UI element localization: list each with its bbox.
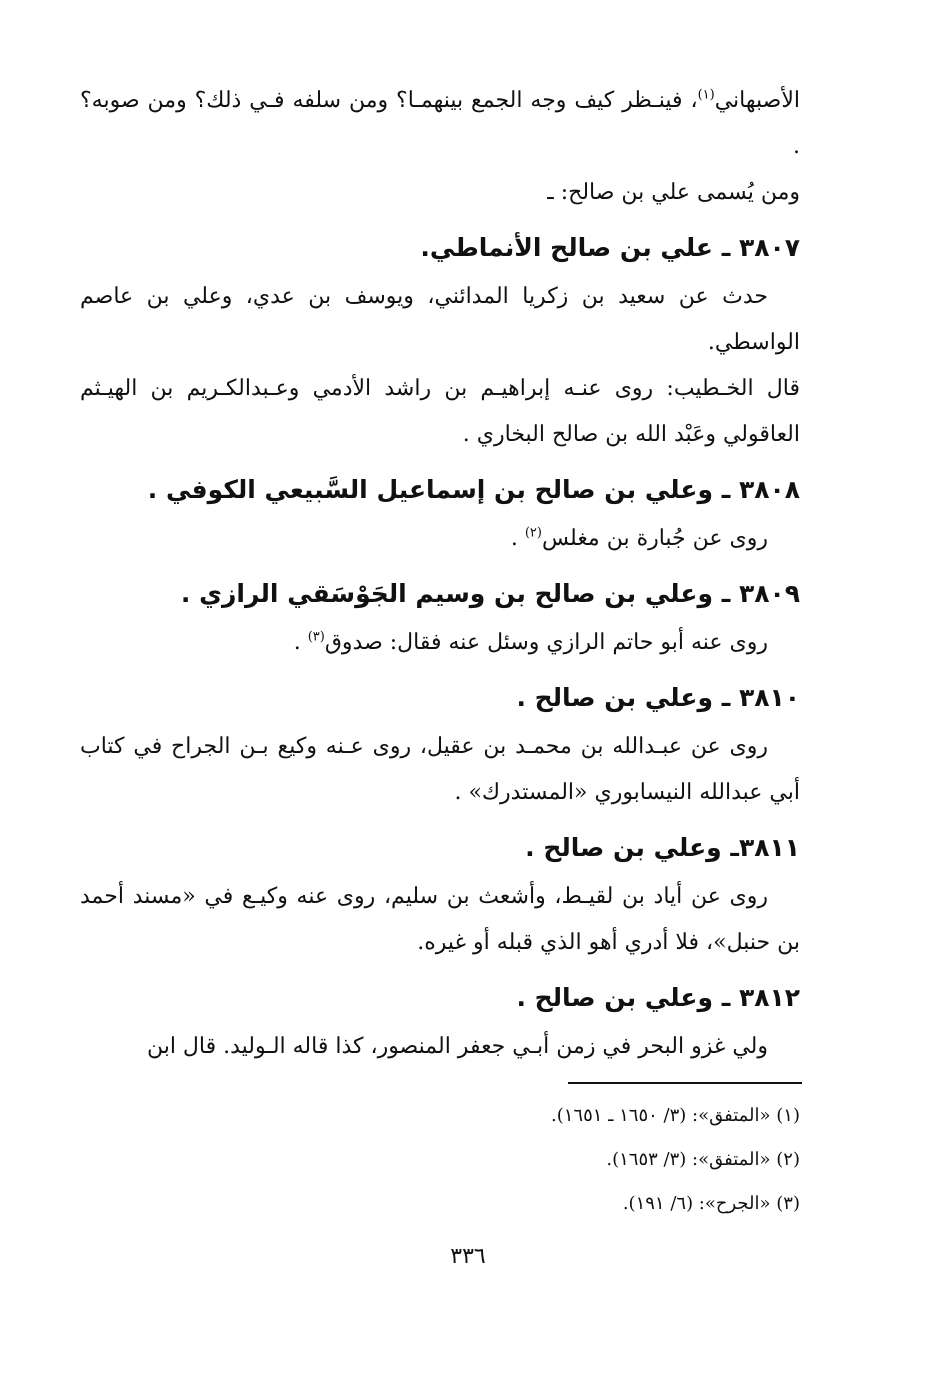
text-segment: الأصبهاني xyxy=(714,88,800,113)
entry-text: قال الخـطيب: روى عنـه إبراهيـم بن راشد الأدمي وعـبدالكـريم بن الهيـثم العاقولي وعَبْد الله بن صالح البخاري . xyxy=(80,376,800,447)
entry-heading-3810: ٣٨١٠ ـ وعلي بن صالح . xyxy=(516,683,800,712)
entry-text: روى عن عبـدالله بن محمـد بن عقيل، روى عـنه وكيع بـن الجراح في كتاب أبي عبدالله النيسابوري «المستدرك» . xyxy=(80,734,800,805)
paragraph-subheading: ومن يُسمى علي بن صالح: ـ xyxy=(547,180,800,205)
entry-heading-3812: ٣٨١٢ ـ وعلي بن صالح . xyxy=(516,983,800,1012)
text-segment: . xyxy=(293,630,308,655)
entry-heading-3809: ٣٨٠٩ ـ وعلي بن صالح بن وسيم الجَوْسَقي الرازي . xyxy=(180,579,800,608)
footnote-2: (٢) «المتفق»: (٣/ ١٦٥٣). xyxy=(606,1149,800,1170)
text-segment: ، فينـظر كيف وجه الجمع بينهمـا؟ ومن سلفه فـي ذلك؟ ومن صوبه؟ . xyxy=(80,88,800,159)
footnote-3: (٣) «الجرح»: (٦/ ١٩١). xyxy=(622,1193,800,1214)
entry-text: حدث عن سعيد بن زكريا المدائني، ويوسف بن عدي، وعلي بن عاصم الواسطي. xyxy=(80,284,800,355)
entry-text xyxy=(80,516,800,562)
text-segment: روى عن جُبارة بن مغلس xyxy=(541,526,768,551)
paragraph-intro xyxy=(80,78,800,170)
text-segment: . xyxy=(510,526,525,551)
footnote-ref: (٢) xyxy=(524,525,542,541)
entry-text xyxy=(80,620,800,666)
page-number: ٣٣٦ xyxy=(450,1244,486,1269)
footnote-ref: (٣) xyxy=(307,629,325,645)
footnote-1: (١) «المتفق»: (٣/ ١٦٥٠ ـ ١٦٥١). xyxy=(550,1105,800,1126)
entry-text: روى عن أياد بن لقيـط، وأشعث بن سليم، روى عنه وكيـع في «مسند أحمد بن حنبل»، فلا أدري أهو الذي قبله أو غيره. xyxy=(80,884,800,955)
entry-text: ولي غزو البحر في زمن أبـي جعفر المنصور، كذا قاله الـوليد. قال ابن xyxy=(146,1034,768,1059)
entry-heading-3808: ٣٨٠٨ ـ وعلي بن صالح بن إسماعيل السَّبيعي الكوفي . xyxy=(147,475,800,504)
text-segment: روى عنه أبو حاتم الرازي وسئل عنه فقال: صدوق xyxy=(324,630,768,655)
footnote-ref: (١) xyxy=(697,87,715,103)
page-body xyxy=(80,78,800,1070)
footnote-divider xyxy=(568,1082,802,1084)
entry-heading-3811: ٣٨١١ـ وعلي بن صالح . xyxy=(525,833,800,862)
entry-heading-3807: ٣٨٠٧ ـ علي بن صالح الأنماطي. xyxy=(420,233,800,262)
footnotes xyxy=(80,1094,800,1226)
